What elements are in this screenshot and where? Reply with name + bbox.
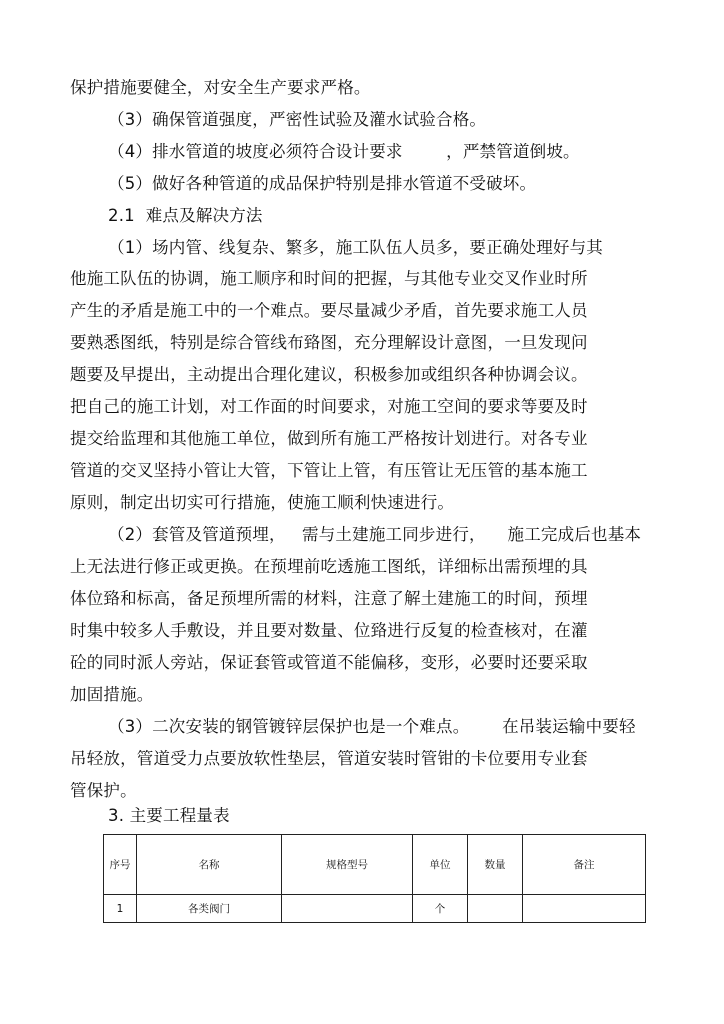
cell-spec <box>282 895 413 923</box>
header-spec: 规格型号 <box>282 835 413 895</box>
table-row <box>104 895 646 923</box>
text-line: 体位臵和标高，备足预埋所需的材料，注意了解土建施工的时间，预埋 <box>70 589 588 608</box>
text-line: （3）确保管道强度，严密性试验及灌水试验合格。 <box>108 110 487 129</box>
text-line: （4）排水管道的坡度必须符合设计要求 ，严禁管道倒坡。 <box>108 142 580 161</box>
header-seq: 序号 <box>104 835 137 895</box>
text-line: 产生的矛盾是施工中的一个难点。要尽量减少矛盾，首先要求施工人员 <box>70 301 588 320</box>
quantity-table <box>103 834 646 923</box>
text-line: 题要及早提出，主动提出合理化建议，积极参加或组织各种协调会议。 <box>70 365 588 384</box>
header-note: 备注 <box>523 835 646 895</box>
header-unit: 单位 <box>413 835 468 895</box>
text-line: 上无法进行修正或更换。在预埋前吃透施工图纸，详细标出需预埋的具 <box>70 557 588 576</box>
table-header-row <box>104 835 646 895</box>
text-line: 管保护。 <box>70 781 137 800</box>
cell-note <box>523 895 646 923</box>
text-line: 管道的交叉坚持小管让大管，下管让上管，有压管让无压管的基本施工 <box>70 461 588 480</box>
header-qty: 数量 <box>468 835 523 895</box>
cell-seq: 1 <box>104 895 137 923</box>
text-line: 加固措施。 <box>70 685 154 704</box>
section-heading: 2.1 难点及解决方法 <box>108 206 263 225</box>
text-line: 要熟悉图纸，特别是综合管线布臵图，充分理解设计意图，一旦发现问 <box>70 333 588 352</box>
text-line: （1）场内管、线复杂、繁多，施工队伍人员多，要正确处理好与其 <box>108 238 603 257</box>
text-line: （2）套管及管道预埋， 需与土建施工同步进行， 施工完成后也基本 <box>108 525 642 544</box>
text-line: 提交给监理和其他施工单位，做到所有施工严格按计划进行。对各专业 <box>70 429 588 448</box>
text-line: 保护措施要健全，对安全生产要求严格。 <box>70 78 371 97</box>
text-line: （5）做好各种管道的成品保护特别是排水管道不受破坏。 <box>108 174 537 193</box>
text-line: 时集中较多人手敷设，并且要对数量、位臵进行反复的检查核对，在灌 <box>70 621 588 640</box>
text-line: （3）二次安装的钢管镀锌层保护也是一个难点。 在吊装运输中要轻 <box>108 717 636 736</box>
header-name: 名称 <box>137 835 282 895</box>
text-line: 砼的同时派人旁站，保证套管或管道不能偏移，变形，必要时还要采取 <box>70 653 588 672</box>
cell-unit: 个 <box>413 895 468 923</box>
cell-qty <box>468 895 523 923</box>
text-line: 把自己的施工计划，对工作面的时间要求，对施工空间的要求等要及时 <box>70 397 588 416</box>
cell-name: 各类阀门 <box>137 895 282 923</box>
text-line: 他施工队伍的协调，施工顺序和时间的把握，与其他专业交叉作业时所 <box>70 269 588 288</box>
table-title: 3. 主要工程量表 <box>108 806 230 825</box>
text-line: 原则，制定出切实可行措施，使施工顺利快速进行。 <box>70 493 455 512</box>
text-line: 吊轻放，管道受力点要放软性垫层，管道安装时管钳的卡位要用专业套 <box>70 749 588 768</box>
